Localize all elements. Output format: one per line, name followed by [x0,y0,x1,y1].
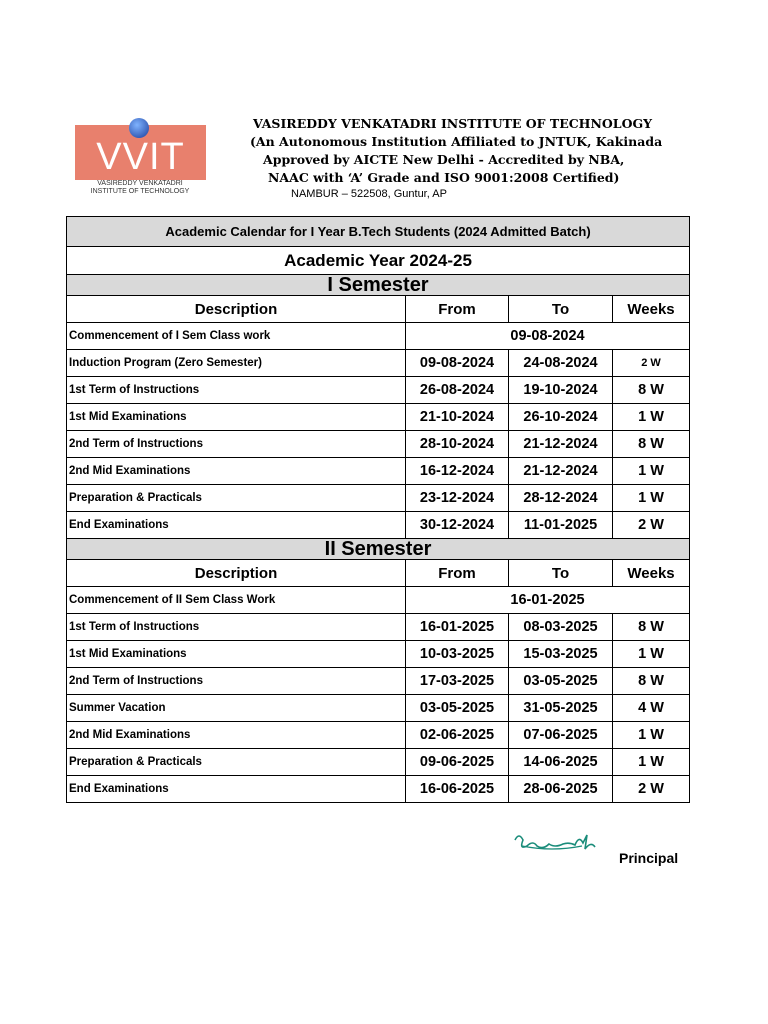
from-date: 09-06-2025 [406,749,509,776]
weeks-cell: 1 W [613,458,690,485]
from-date: 30-12-2024 [406,512,509,539]
from-date: 28-10-2024 [406,431,509,458]
to-date: 11-01-2025 [509,512,613,539]
table-row [67,587,690,614]
academic-year: Academic Year 2024-25 [67,247,690,275]
column-header-from: From [406,296,509,323]
to-date: 31-05-2025 [509,695,613,722]
from-date: 26-08-2024 [406,377,509,404]
logo-subtitle-2: INSTITUTE OF TECHNOLOGY [90,188,190,195]
weeks-cell: 4 W [613,695,690,722]
table-row [67,350,690,377]
to-date: 26-10-2024 [509,404,613,431]
logo-text: VVIT [96,136,185,178]
table-row [67,695,690,722]
to-date: 19-10-2024 [509,377,613,404]
calendar-title: Academic Calendar for I Year B.Tech Students (2024 Admitted Batch) [67,217,690,247]
description-cell: Commencement of I Sem Class work [67,323,406,350]
logo-subtitle-1: VASIREDDY VENKATADRI [97,180,183,187]
institute-logo [72,118,208,198]
to-date: 28-06-2025 [509,776,613,803]
column-header-weeks: Weeks [613,560,690,587]
description-cell: 1st Mid Examinations [67,404,406,431]
column-header-row [67,560,690,587]
from-date: 02-06-2025 [406,722,509,749]
weeks-cell: 1 W [613,485,690,512]
description-cell: 1st Mid Examinations [67,641,406,668]
table-row [67,404,690,431]
table-row [67,323,690,350]
table-row [67,776,690,803]
description-cell: End Examinations [67,776,406,803]
description-cell: Commencement of II Sem Class Work [67,587,406,614]
approval: Approved by AICTE New Delhi - Accredited by NBA, [263,152,625,167]
description-cell: 2nd Term of Instructions [67,668,406,695]
description-cell: 1st Term of Instructions [67,377,406,404]
principal-signature [510,826,620,854]
column-header-description: Description [67,560,406,587]
column-header-weeks: Weeks [613,296,690,323]
title-row [67,217,690,247]
from-date: 21-10-2024 [406,404,509,431]
to-date: 14-06-2025 [509,749,613,776]
column-header-from: From [406,560,509,587]
weeks-cell: 2 W [613,512,690,539]
description-cell: Induction Program (Zero Semester) [67,350,406,377]
description-cell: 2nd Mid Examinations [67,458,406,485]
weeks-cell: 1 W [613,749,690,776]
from-date: 10-03-2025 [406,641,509,668]
description-cell: 2nd Term of Instructions [67,431,406,458]
accreditation: NAAC with ‘A’ Grade and ISO 9001:2008 Certified) [268,170,620,185]
description-cell: 2nd Mid Examinations [67,722,406,749]
table-row [67,377,690,404]
column-header-to: To [509,560,613,587]
from-date: 16-01-2025 [406,614,509,641]
institute-header [230,115,670,187]
commencement-date: 16-01-2025 [406,587,690,614]
from-date: 03-05-2025 [406,695,509,722]
to-date: 28-12-2024 [509,485,613,512]
description-cell: 1st Term of Instructions [67,614,406,641]
weeks-cell: 1 W [613,641,690,668]
to-date: 03-05-2025 [509,668,613,695]
description-cell: Preparation & Practicals [67,749,406,776]
from-date: 09-08-2024 [406,350,509,377]
table-row [67,749,690,776]
to-date: 24-08-2024 [509,350,613,377]
weeks-cell: 2 W [613,350,690,377]
weeks-cell: 1 W [613,722,690,749]
description-cell: End Examinations [67,512,406,539]
to-date: 07-06-2025 [509,722,613,749]
from-date: 23-12-2024 [406,485,509,512]
table-row [67,431,690,458]
affiliation: (An Autonomous Institution Affiliated to JNTUK, Kakinada [250,134,663,149]
weeks-cell: 8 W [613,668,690,695]
weeks-cell: 8 W [613,377,690,404]
principal-label: Principal [619,850,679,866]
weeks-cell: 8 W [613,614,690,641]
table-row [67,641,690,668]
from-date: 17-03-2025 [406,668,509,695]
semester-heading-row [67,275,690,296]
from-date: 16-06-2025 [406,776,509,803]
institute-name: VASIREDDY VENKATADRI INSTITUTE OF TECHNOLOGY [253,116,653,131]
column-header-to: To [509,296,613,323]
semester-title: II Semester [67,539,690,560]
semester-heading-row [67,539,690,560]
globe-icon [129,118,149,138]
description-cell: Summer Vacation [67,695,406,722]
weeks-cell: 2 W [613,776,690,803]
table-row [67,614,690,641]
column-header-row [67,296,690,323]
year-row [67,247,690,275]
commencement-date: 09-08-2024 [406,323,690,350]
semester-title: I Semester [67,275,690,296]
from-date: 16-12-2024 [406,458,509,485]
table-row [67,458,690,485]
to-date: 21-12-2024 [509,431,613,458]
table-row [67,722,690,749]
to-date: 21-12-2024 [509,458,613,485]
to-date: 15-03-2025 [509,641,613,668]
to-date: 08-03-2025 [509,614,613,641]
description-cell: Preparation & Practicals [67,485,406,512]
weeks-cell: 8 W [613,431,690,458]
table-row [67,485,690,512]
weeks-cell: 1 W [613,404,690,431]
column-header-description: Description [67,296,406,323]
academic-calendar-table [66,216,690,803]
table-row [67,512,690,539]
table-row [67,668,690,695]
logo-subtitle [72,180,208,196]
address: NAMBUR – 522508, Guntur, AP [291,188,447,200]
